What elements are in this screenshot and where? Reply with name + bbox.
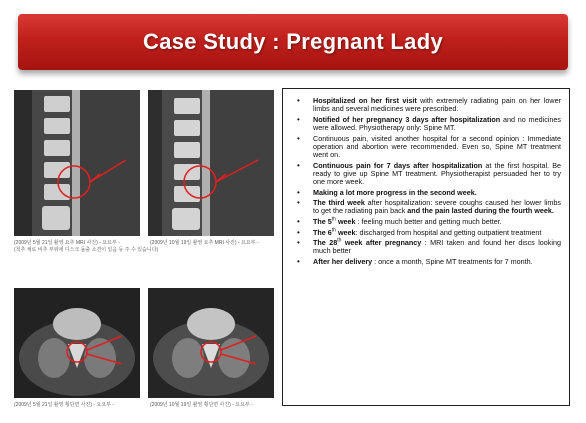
- list-item: • The 6th week: discharged from hospital and getting outpatient treatment: [291, 229, 561, 237]
- list-item: • The 28th week after pregnancy : MRI taken and found her discs looking much better: [291, 239, 561, 255]
- list-item: • Making a lot more progress in the second week.: [291, 189, 561, 197]
- caption-top-left-1: (2009년 5월 21일 촬영 요추 MRI 사진) - 요요부 -: [14, 240, 120, 246]
- caption-bottom-right: (2009년 10월 19일 촬영 횡단면 사진) - 요요부 -: [150, 402, 253, 408]
- caption-top-right: (2009년 10월 19일 촬영 요추 MRI 사진) - 요요부 -: [150, 240, 259, 246]
- list-item: • Continuous pain for 7 days after hospitalization at the first hospital. Be ready to give up Spine MT treatment. Physiotherapist persuaded her to try one more week.: [291, 162, 561, 187]
- caption-bottom-left: (2009년 5월 21일 촬영 횡단면 사진) - 요요부 -: [14, 402, 115, 408]
- title-banner: [18, 14, 568, 70]
- mri-sagittal-before: [14, 90, 140, 236]
- list-item: • After her delivery : once a month, Spine MT treatments for 7 month.: [291, 258, 561, 266]
- list-item: • Notified of her pregnancy 3 days after hospitalization and no medicines were allowed. Physiotherapy only: Spine MT.: [291, 116, 561, 132]
- list-item: • Hospitalized on her first visit with extremely radiating pain on her lower limbs and several medicines were prescribed.: [291, 97, 561, 113]
- list-item: • The third week after hospitalization: severe coughs caused her lower limbs to get the radiating pain back and the pain lasted during the fourth week.: [291, 199, 561, 215]
- caption-top-left-2: (척추 체로 비추 부위에 디스크 돌출 소견이 있음 등 주 수 있습니다): [14, 247, 159, 253]
- case-notes-box: [282, 88, 570, 406]
- case-notes-list: [283, 89, 569, 266]
- list-item: • Continuous pain, visited another hospital for a second opinion : Immediate operation and abortion were recommended. Even so, Spine MT treatment went on.: [291, 135, 561, 160]
- mri-axial-before: [14, 288, 140, 398]
- list-item: • The 5th week : feeling much better and getting much better.: [291, 218, 561, 226]
- mri-axial-after: [148, 288, 274, 398]
- page-title: Case Study : Pregnant Lady: [143, 29, 443, 54]
- mri-sagittal-after: [148, 90, 274, 236]
